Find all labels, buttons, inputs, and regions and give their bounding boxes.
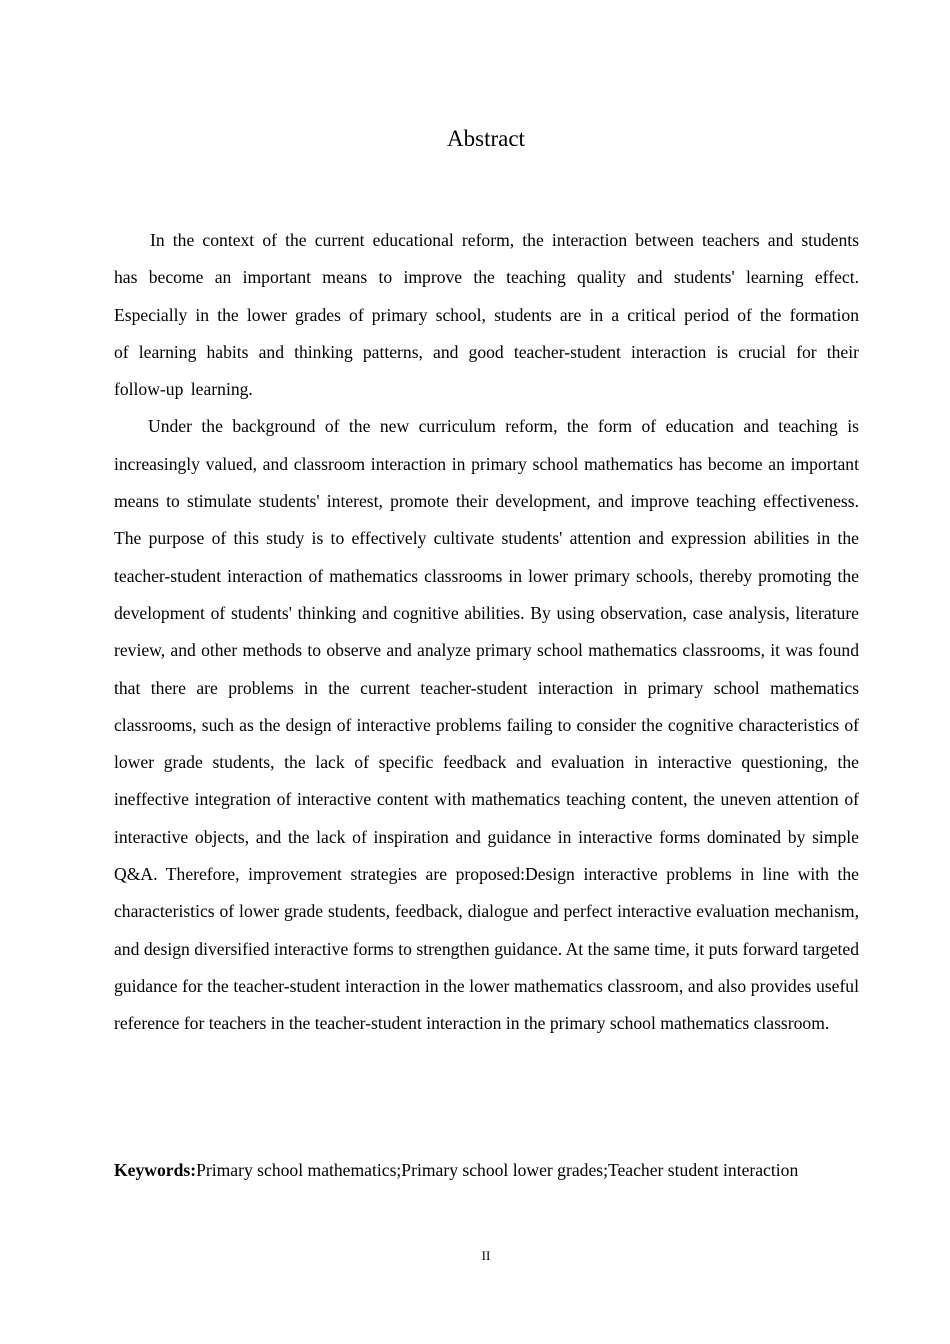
abstract-paragraph-1: In the context of the current educational reform, the interaction between teachers and students has become an important means to improve the teaching quality and students' learning effect. Especially in the lower grades of primary school, students are in a critical period of the formation of learning habits and thinking patterns, and good teacher-student interaction is crucial for their follow-up learning. [114,230,859,400]
abstract-title: Abstract [447,126,525,151]
abstract-paragraph-2: Under the background of the new curriculum reform, the form of education and teaching is increasingly valued, and classroom interaction in primary school mathematics has become an important means to stimulate students' interest, promote their development, and improve teaching effectiveness. The purpose of this study is to effectively cultivate students' attention and expression abilities in the teacher-student interaction of mathematics classrooms in lower primary schools, thereby promoting the development of students' thinking and cognitive abilities. By using observation, case analysis, literature review, and other methods to observe and analyze primary school mathematics classrooms, it was found that there are problems in the current teacher-student interaction in primary school mathematics classrooms, such as the design of interactive problems failing to consider the cognitive characteristics of lower grade students, the lack of specific feedback and evaluation in interactive questioning, the ineffective integration of interactive content with mathematics teaching content, the uneven attention of interactive objects, and the lack of inspiration and guidance in interactive forms dominated by simple Q&A. Therefore, improvement strategies are proposed:Design interactive problems in line with the characteristics of lower grade students, feedback, dialogue and perfect interactive evaluation mechanism, and design diversified interactive forms to strengthen guidance. At the same time, it puts forward targeted guidance for the teacher-student interaction in the lower mathematics classroom, and also provides useful reference for teachers in the teacher-student interaction in the primary school mathematics classroom. [114,416,859,1034]
keywords-label: Keywords: [114,1160,197,1180]
keywords-text: Primary school mathematics;Primary school lower grades;Teacher student interaction [196,1160,799,1180]
page-number: II [481,1248,491,1263]
abstract-body [114,222,859,1043]
keywords-line [114,1152,859,1190]
